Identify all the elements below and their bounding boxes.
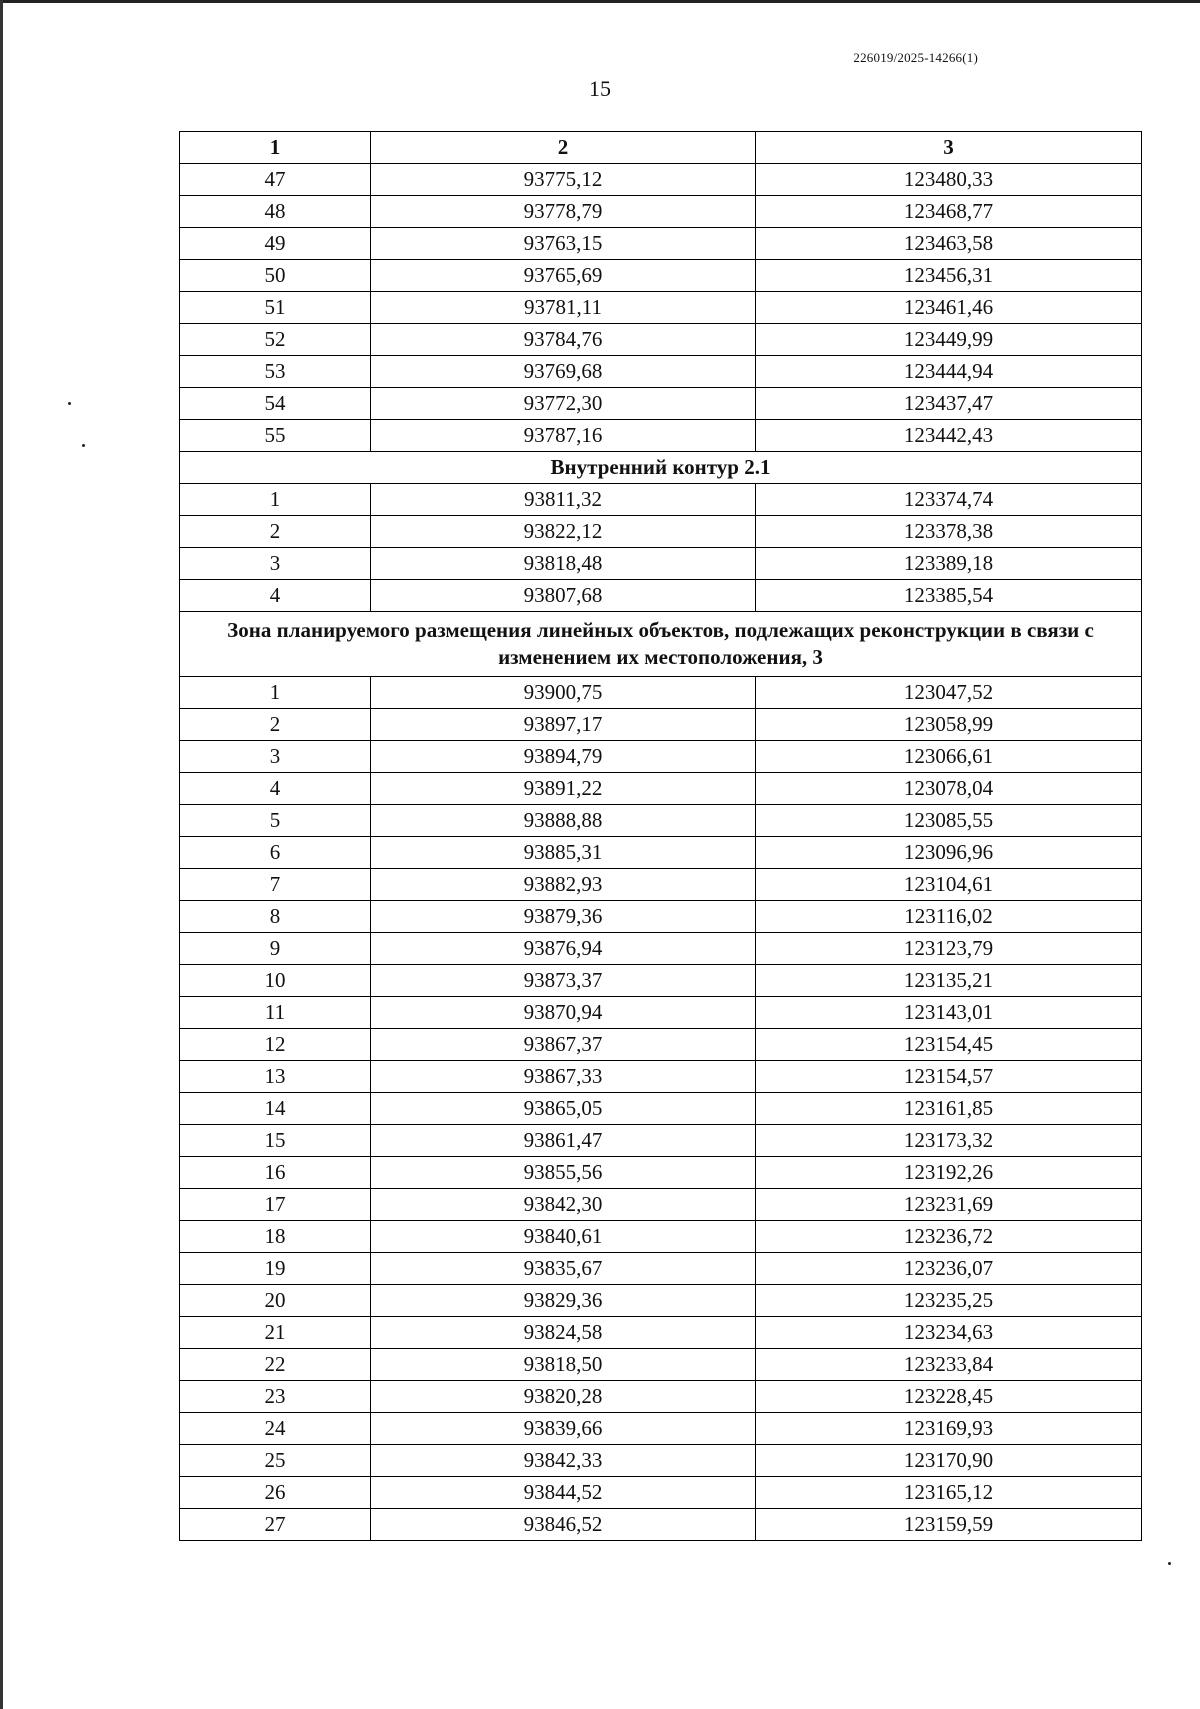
x-coordinate-cell: 93897,17 (371, 709, 756, 741)
column-header-x: 2 (371, 132, 756, 164)
table-row (180, 1317, 1142, 1349)
point-number-cell: 4 (180, 580, 371, 612)
y-coordinate-cell: 123233,84 (756, 1349, 1142, 1381)
x-coordinate-cell: 93840,61 (371, 1221, 756, 1253)
y-coordinate-cell: 123159,59 (756, 1509, 1142, 1541)
point-number-cell: 51 (180, 292, 371, 324)
y-coordinate-cell: 123444,94 (756, 356, 1142, 388)
point-number-cell: 11 (180, 997, 371, 1029)
x-coordinate-cell: 93842,33 (371, 1445, 756, 1477)
point-number-cell: 53 (180, 356, 371, 388)
table-row (180, 741, 1142, 773)
point-number-cell: 47 (180, 164, 371, 196)
x-coordinate-cell: 93870,94 (371, 997, 756, 1029)
x-coordinate-cell: 93885,31 (371, 837, 756, 869)
point-number-cell: 49 (180, 228, 371, 260)
x-coordinate-cell: 93822,12 (371, 516, 756, 548)
x-coordinate-cell: 93900,75 (371, 677, 756, 709)
x-coordinate-cell: 93778,79 (371, 196, 756, 228)
section-title: Внутренний контур 2.1 (180, 452, 1142, 484)
table-row (180, 580, 1142, 612)
point-number-cell: 10 (180, 965, 371, 997)
x-coordinate-cell: 93772,30 (371, 388, 756, 420)
point-number-cell: 27 (180, 1509, 371, 1541)
table-row (180, 516, 1142, 548)
table-row (180, 965, 1142, 997)
y-coordinate-cell: 123135,21 (756, 965, 1142, 997)
section-header-row (180, 612, 1142, 677)
y-coordinate-cell: 123389,18 (756, 548, 1142, 580)
table-row (180, 1445, 1142, 1477)
scan-speck (1168, 1562, 1171, 1565)
table-row (180, 805, 1142, 837)
x-coordinate-cell: 93818,48 (371, 548, 756, 580)
point-number-cell: 50 (180, 260, 371, 292)
point-number-cell: 14 (180, 1093, 371, 1125)
point-number-cell: 12 (180, 1029, 371, 1061)
table-row (180, 1285, 1142, 1317)
point-number-cell: 3 (180, 741, 371, 773)
table-row (180, 1413, 1142, 1445)
y-coordinate-cell: 123228,45 (756, 1381, 1142, 1413)
y-coordinate-cell: 123165,12 (756, 1477, 1142, 1509)
x-coordinate-cell: 93861,47 (371, 1125, 756, 1157)
x-coordinate-cell: 93820,28 (371, 1381, 756, 1413)
point-number-cell: 24 (180, 1413, 371, 1445)
x-coordinate-cell: 93873,37 (371, 965, 756, 997)
table-row (180, 164, 1142, 196)
table-row (180, 1189, 1142, 1221)
page-number: 15 (589, 76, 611, 101)
y-coordinate-cell: 123154,57 (756, 1061, 1142, 1093)
table-row (180, 1061, 1142, 1093)
x-coordinate-cell: 93891,22 (371, 773, 756, 805)
x-coordinate-cell: 93818,50 (371, 1349, 756, 1381)
table-row (180, 1477, 1142, 1509)
table-row (180, 228, 1142, 260)
table-row (180, 901, 1142, 933)
y-coordinate-cell: 123161,85 (756, 1093, 1142, 1125)
x-coordinate-cell: 93829,36 (371, 1285, 756, 1317)
y-coordinate-cell: 123154,45 (756, 1029, 1142, 1061)
x-coordinate-cell: 93846,52 (371, 1509, 756, 1541)
point-number-cell: 2 (180, 516, 371, 548)
y-coordinate-cell: 123096,96 (756, 837, 1142, 869)
table-row (180, 292, 1142, 324)
y-coordinate-cell: 123468,77 (756, 196, 1142, 228)
table-row (180, 484, 1142, 516)
y-coordinate-cell: 123104,61 (756, 869, 1142, 901)
table-row (180, 548, 1142, 580)
point-number-cell: 23 (180, 1381, 371, 1413)
y-coordinate-cell: 123236,07 (756, 1253, 1142, 1285)
y-coordinate-cell: 123116,02 (756, 901, 1142, 933)
point-number-cell: 1 (180, 677, 371, 709)
y-coordinate-cell: 123385,54 (756, 580, 1142, 612)
scan-speck (68, 402, 71, 405)
table-row (180, 324, 1142, 356)
y-coordinate-cell: 123236,72 (756, 1221, 1142, 1253)
point-number-cell: 16 (180, 1157, 371, 1189)
table-row (180, 356, 1142, 388)
y-coordinate-cell: 123235,25 (756, 1285, 1142, 1317)
point-number-cell: 21 (180, 1317, 371, 1349)
point-number-cell: 22 (180, 1349, 371, 1381)
y-coordinate-cell: 123442,43 (756, 420, 1142, 452)
header-row (180, 132, 1142, 164)
y-coordinate-cell: 123169,93 (756, 1413, 1142, 1445)
section-header-row (180, 452, 1142, 484)
point-number-cell: 1 (180, 484, 371, 516)
y-coordinate-cell: 123437,47 (756, 388, 1142, 420)
table-row (180, 709, 1142, 741)
scan-speck (82, 444, 85, 447)
x-coordinate-cell: 93894,79 (371, 741, 756, 773)
point-number-cell: 52 (180, 324, 371, 356)
x-coordinate-cell: 93765,69 (371, 260, 756, 292)
table-row (180, 1253, 1142, 1285)
table-row (180, 997, 1142, 1029)
x-coordinate-cell: 93781,11 (371, 292, 756, 324)
scan-edge-left (0, 0, 3, 1709)
x-coordinate-cell: 93835,67 (371, 1253, 756, 1285)
point-number-cell: 7 (180, 869, 371, 901)
point-number-cell: 18 (180, 1221, 371, 1253)
point-number-cell: 4 (180, 773, 371, 805)
point-number-cell: 55 (180, 420, 371, 452)
table-row (180, 1221, 1142, 1253)
point-number-cell: 26 (180, 1477, 371, 1509)
x-coordinate-cell: 93876,94 (371, 933, 756, 965)
y-coordinate-cell: 123085,55 (756, 805, 1142, 837)
column-header-y: 3 (756, 132, 1142, 164)
y-coordinate-cell: 123463,58 (756, 228, 1142, 260)
x-coordinate-cell: 93867,37 (371, 1029, 756, 1061)
y-coordinate-cell: 123234,63 (756, 1317, 1142, 1349)
x-coordinate-cell: 93807,68 (371, 580, 756, 612)
point-number-cell: 6 (180, 837, 371, 869)
point-number-cell: 17 (180, 1189, 371, 1221)
table-row (180, 1349, 1142, 1381)
x-coordinate-cell: 93888,88 (371, 805, 756, 837)
point-number-cell: 48 (180, 196, 371, 228)
y-coordinate-cell: 123461,46 (756, 292, 1142, 324)
point-number-cell: 8 (180, 901, 371, 933)
y-coordinate-cell: 123173,32 (756, 1125, 1142, 1157)
x-coordinate-cell: 93879,36 (371, 901, 756, 933)
y-coordinate-cell: 123192,26 (756, 1157, 1142, 1189)
x-coordinate-cell: 93784,76 (371, 324, 756, 356)
table-row (180, 1381, 1142, 1413)
point-number-cell: 5 (180, 805, 371, 837)
document-id: 226019/2025-14266(1) (853, 50, 978, 65)
x-coordinate-cell: 93775,12 (371, 164, 756, 196)
x-coordinate-cell: 93811,32 (371, 484, 756, 516)
table-row (180, 388, 1142, 420)
x-coordinate-cell: 93855,56 (371, 1157, 756, 1189)
point-number-cell: 25 (180, 1445, 371, 1477)
x-coordinate-cell: 93842,30 (371, 1189, 756, 1221)
table-row (180, 1157, 1142, 1189)
x-coordinate-cell: 93824,58 (371, 1317, 756, 1349)
table-row (180, 420, 1142, 452)
table-row (180, 1093, 1142, 1125)
point-number-cell: 3 (180, 548, 371, 580)
y-coordinate-cell: 123078,04 (756, 773, 1142, 805)
point-number-cell: 19 (180, 1253, 371, 1285)
table-row (180, 260, 1142, 292)
table-body (180, 164, 1142, 1541)
table-row (180, 1029, 1142, 1061)
table-row (180, 1509, 1142, 1541)
scan-edge-top (0, 0, 1200, 3)
x-coordinate-cell: 93865,05 (371, 1093, 756, 1125)
table-row (180, 677, 1142, 709)
table-row (180, 869, 1142, 901)
y-coordinate-cell: 123047,52 (756, 677, 1142, 709)
table-row (180, 837, 1142, 869)
table-row (180, 1125, 1142, 1157)
x-coordinate-cell: 93787,16 (371, 420, 756, 452)
y-coordinate-cell: 123066,61 (756, 741, 1142, 773)
column-header-point: 1 (180, 132, 371, 164)
x-coordinate-cell: 93839,66 (371, 1413, 756, 1445)
x-coordinate-cell: 93763,15 (371, 228, 756, 260)
point-number-cell: 20 (180, 1285, 371, 1317)
y-coordinate-cell: 123456,31 (756, 260, 1142, 292)
point-number-cell: 2 (180, 709, 371, 741)
x-coordinate-cell: 93844,52 (371, 1477, 756, 1509)
coordinates-table (179, 131, 1142, 1541)
point-number-cell: 13 (180, 1061, 371, 1093)
y-coordinate-cell: 123143,01 (756, 997, 1142, 1029)
x-coordinate-cell: 93867,33 (371, 1061, 756, 1093)
y-coordinate-cell: 123480,33 (756, 164, 1142, 196)
point-number-cell: 15 (180, 1125, 371, 1157)
x-coordinate-cell: 93769,68 (371, 356, 756, 388)
y-coordinate-cell: 123058,99 (756, 709, 1142, 741)
point-number-cell: 54 (180, 388, 371, 420)
y-coordinate-cell: 123123,79 (756, 933, 1142, 965)
section-title: Зона планируемого размещения линейных объектов, подлежащих реконструкции в связи с изменением их местоположения, 3 (180, 612, 1142, 677)
y-coordinate-cell: 123374,74 (756, 484, 1142, 516)
y-coordinate-cell: 123231,69 (756, 1189, 1142, 1221)
y-coordinate-cell: 123449,99 (756, 324, 1142, 356)
table-row (180, 933, 1142, 965)
y-coordinate-cell: 123378,38 (756, 516, 1142, 548)
table-row (180, 773, 1142, 805)
y-coordinate-cell: 123170,90 (756, 1445, 1142, 1477)
table-header (180, 132, 1142, 164)
table-row (180, 196, 1142, 228)
point-number-cell: 9 (180, 933, 371, 965)
x-coordinate-cell: 93882,93 (371, 869, 756, 901)
